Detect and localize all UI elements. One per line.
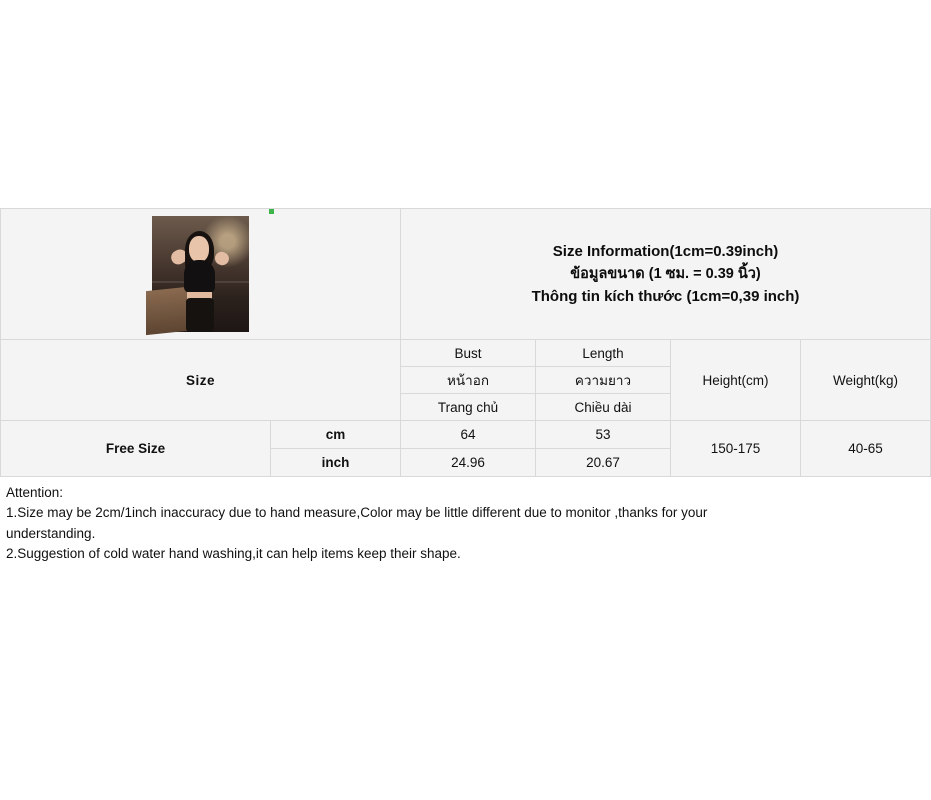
- bust-header-vi: Trang chủ: [401, 394, 536, 421]
- attention-line-2: 2.Suggestion of cold water hand washing,it can help items keep their shape.: [6, 545, 461, 561]
- model-photo-cell: [1, 209, 401, 340]
- attention-heading: Attention:: [6, 485, 64, 500]
- attention-line-1: 1.Size may be 2cm/1inch inaccuracy due to hand measure,Color may be little different due to monitor ,thanks for your understanding.: [6, 505, 708, 541]
- row-bust-inch: 24.96: [401, 449, 536, 477]
- title-line-vi: Thông tin kích thước (1cm=0,39 inch): [531, 288, 800, 306]
- height-header: Height(cm): [671, 340, 801, 421]
- size-chart-container: [0, 208, 899, 561]
- accent-dot-icon: [269, 209, 274, 214]
- title-cell: [401, 209, 931, 340]
- size-table: [0, 208, 931, 477]
- table-header-row: [1, 209, 931, 340]
- row-weight-value: 40-65: [801, 421, 931, 477]
- row-unit-inch: inch: [271, 449, 401, 477]
- length-header-vi: Chiều dài: [536, 394, 671, 421]
- title-line-en: Size Information(1cm=0.39inch): [552, 242, 779, 260]
- row-length-cm: 53: [536, 421, 671, 449]
- bust-header-en: Bust: [401, 340, 536, 367]
- table-row: [1, 421, 931, 449]
- row-length-inch: 20.67: [536, 449, 671, 477]
- row-height-value: 150-175: [671, 421, 801, 477]
- model-photo: [152, 216, 249, 332]
- row-bust-cm: 64: [401, 421, 536, 449]
- weight-header: Weight(kg): [801, 340, 931, 421]
- row-unit-cm: cm: [271, 421, 401, 449]
- row-size-value: Free Size: [1, 421, 271, 477]
- column-header-row-1: [1, 340, 931, 367]
- length-header-th: ความยาว: [536, 367, 671, 394]
- bust-header-th: หน้าอก: [401, 367, 536, 394]
- title-line-th: ข้อมูลขนาด (1 ซม. = 0.39 นิ้ว): [570, 265, 761, 282]
- attention-block: [0, 477, 800, 564]
- length-header-en: Length: [536, 340, 671, 367]
- size-column-header: Size: [1, 340, 401, 421]
